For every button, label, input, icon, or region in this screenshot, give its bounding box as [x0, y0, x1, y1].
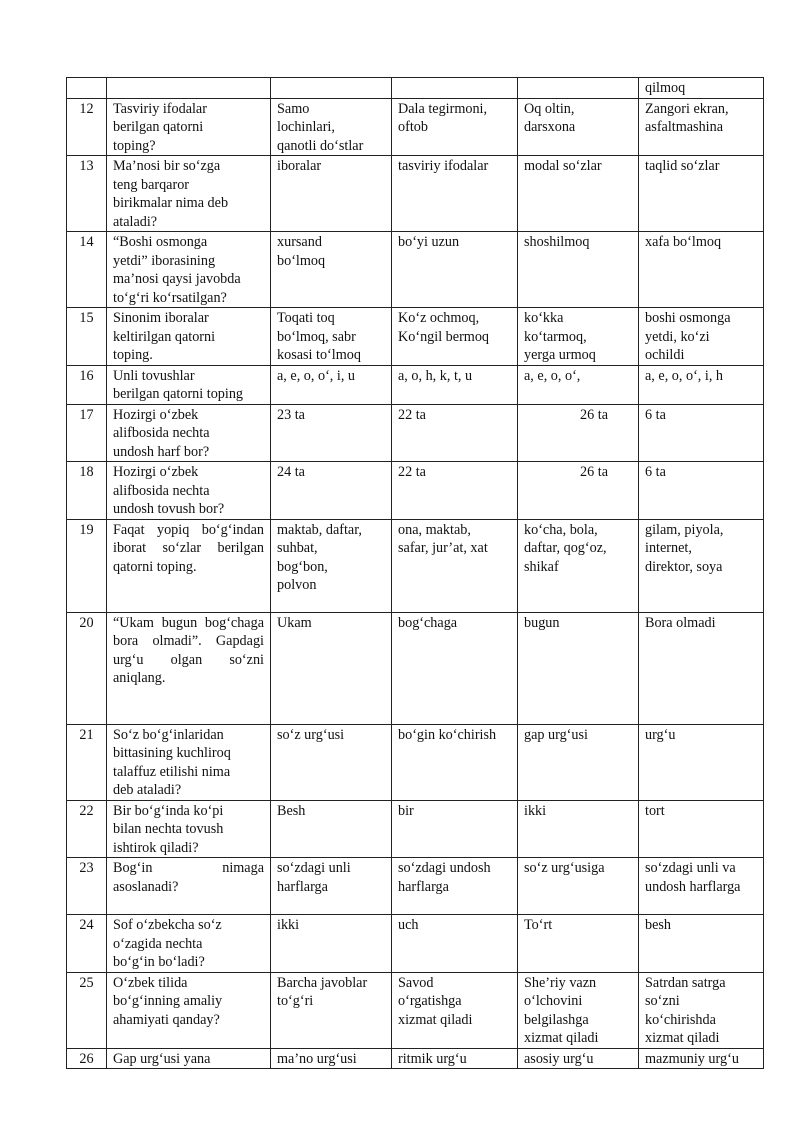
answer-b: ona, maktab, safar, jur’at, xat — [392, 519, 518, 612]
question-number: 24 — [67, 915, 107, 973]
question-number: 22 — [67, 800, 107, 858]
question-number: 19 — [67, 519, 107, 612]
question-text: Bog‘in nimaga asoslanadi? — [107, 858, 271, 915]
table-row — [67, 308, 764, 366]
answer-c: ko‘kka ko‘tarmoq, yerga urmoq — [518, 308, 639, 366]
question-number: 12 — [67, 98, 107, 156]
answer-a: 24 ta — [271, 462, 392, 520]
question-text: Ma’nosi bir so‘zga teng barqaror birikmalar nima deb ataladi? — [107, 156, 271, 232]
question-number: 18 — [67, 462, 107, 520]
question-number: 17 — [67, 404, 107, 462]
answer-c: ko‘cha, bola, daftar, qog‘oz, shikaf — [518, 519, 639, 612]
answer-d: a, e, o, o‘, i, h — [639, 365, 764, 404]
answer-a: so‘zdagi unli harflarga — [271, 858, 392, 915]
table-row — [67, 972, 764, 1048]
table-row — [67, 156, 764, 232]
answer-c: To‘rt — [518, 915, 639, 973]
table-row — [67, 78, 764, 99]
answer-b: ritmik urg‘u — [392, 1048, 518, 1069]
answer-b: 22 ta — [392, 404, 518, 462]
table-row — [67, 724, 764, 800]
question-text: Hozirgi o‘zbek alifbosida nechta undosh harf bor? — [107, 404, 271, 462]
question-text: Unli tovushlar berilgan qatorni toping — [107, 365, 271, 404]
answer-a: Ukam — [271, 612, 392, 724]
answer-a — [271, 78, 392, 99]
question-number: 25 — [67, 972, 107, 1048]
answer-a: ikki — [271, 915, 392, 973]
answer-a: xursand bo‘lmoq — [271, 232, 392, 308]
answer-a: ma’no urg‘usi — [271, 1048, 392, 1069]
answer-b: uch — [392, 915, 518, 973]
answer-d: tort — [639, 800, 764, 858]
answer-c: Oq oltin, darsxona — [518, 98, 639, 156]
answer-a: Barcha javoblar to‘g‘ri — [271, 972, 392, 1048]
answer-a: maktab, daftar, suhbat, bog‘bon, polvon — [271, 519, 392, 612]
answer-a: Samo lochinlari, qanotli do‘stlar — [271, 98, 392, 156]
question-text: Faqat yopiq bo‘g‘indan iborat so‘zlar berilgan qatorni toping. — [107, 519, 271, 612]
table-row — [67, 1048, 764, 1069]
answer-c: so‘z urg‘usiga — [518, 858, 639, 915]
question-number: 23 — [67, 858, 107, 915]
question-number: 14 — [67, 232, 107, 308]
question-text: Sof o‘zbekcha so‘z o‘zagida nechta bo‘g‘in bo‘ladi? — [107, 915, 271, 973]
answer-c: ikki — [518, 800, 639, 858]
answer-d: besh — [639, 915, 764, 973]
answer-b: bo‘yi uzun — [392, 232, 518, 308]
answer-d: Zangori ekran, asfaltmashina — [639, 98, 764, 156]
answer-d: taqlid so‘zlar — [639, 156, 764, 232]
answer-c: She’riy vazn o‘lchovini belgilashga xizmat qiladi — [518, 972, 639, 1048]
table-row — [67, 915, 764, 973]
answer-a: Toqati toq bo‘lmoq, sabr kosasi to‘lmoq — [271, 308, 392, 366]
answer-a: a, e, o, o‘, i, u — [271, 365, 392, 404]
answer-b: bog‘chaga — [392, 612, 518, 724]
table-row — [67, 462, 764, 520]
question-number: 21 — [67, 724, 107, 800]
answer-c: a, e, o, o‘, — [518, 365, 639, 404]
answer-c: shoshilmoq — [518, 232, 639, 308]
quiz-table — [66, 77, 764, 1069]
question-text: Gap urg‘usi yana — [107, 1048, 271, 1069]
question-text: “Ukam bugun bog‘chaga bora olmadi”. Gapdagi urg‘u olgan so‘zni aniqlang. — [107, 612, 271, 724]
answer-d: Bora olmadi — [639, 612, 764, 724]
answer-d: Satrdan satrga so‘zni ko‘chirishda xizmat qiladi — [639, 972, 764, 1048]
answer-a: iboralar — [271, 156, 392, 232]
table-row — [67, 858, 764, 915]
table-row — [67, 232, 764, 308]
answer-c — [518, 78, 639, 99]
table-row — [67, 404, 764, 462]
question-number: 13 — [67, 156, 107, 232]
answer-c: 26 ta — [518, 404, 639, 462]
answer-a: 23 ta — [271, 404, 392, 462]
table-row — [67, 800, 764, 858]
answer-d: so‘zdagi unli va undosh harflarga — [639, 858, 764, 915]
answer-a: Besh — [271, 800, 392, 858]
question-text — [107, 78, 271, 99]
answer-b: Savod o‘rgatishga xizmat qiladi — [392, 972, 518, 1048]
answer-c: modal so‘zlar — [518, 156, 639, 232]
answer-b: bir — [392, 800, 518, 858]
answer-d: 6 ta — [639, 404, 764, 462]
question-number: 26 — [67, 1048, 107, 1069]
question-text: O‘zbek tilida bo‘g‘inning amaliy ahamiyati qanday? — [107, 972, 271, 1048]
table-row — [67, 98, 764, 156]
answer-a: so‘z urg‘usi — [271, 724, 392, 800]
question-text: So‘z bo‘g‘inlaridan bittasining kuchliroq talaffuz etilishi nima deb ataladi? — [107, 724, 271, 800]
answer-b: a, o, h, k, t, u — [392, 365, 518, 404]
table-row — [67, 519, 764, 612]
answer-b: bo‘gin ko‘chirish — [392, 724, 518, 800]
answer-c: asosiy urg‘u — [518, 1048, 639, 1069]
answer-b — [392, 78, 518, 99]
question-number: 15 — [67, 308, 107, 366]
table-row — [67, 612, 764, 724]
answer-c: bugun — [518, 612, 639, 724]
question-number: 20 — [67, 612, 107, 724]
answer-d: urg‘u — [639, 724, 764, 800]
answer-d: mazmuniy urg‘u — [639, 1048, 764, 1069]
answer-d: 6 ta — [639, 462, 764, 520]
question-text: Sinonim iboralar keltirilgan qatorni toping. — [107, 308, 271, 366]
answer-d: boshi osmonga yetdi, ko‘zi ochildi — [639, 308, 764, 366]
question-number — [67, 78, 107, 99]
answer-d: xafa bo‘lmoq — [639, 232, 764, 308]
answer-b: Ko‘z ochmoq, Ko‘ngil bermoq — [392, 308, 518, 366]
answer-c: gap urg‘usi — [518, 724, 639, 800]
question-number: 16 — [67, 365, 107, 404]
question-text: “Boshi osmonga yetdi” iborasining ma’nosi qaysi javobda to‘g‘ri ko‘rsatilgan? — [107, 232, 271, 308]
answer-b: 22 ta — [392, 462, 518, 520]
answer-b: Dala tegirmoni, oftob — [392, 98, 518, 156]
answer-b: tasviriy ifodalar — [392, 156, 518, 232]
answer-c: 26 ta — [518, 462, 639, 520]
question-text: Tasviriy ifodalar berilgan qatorni toping? — [107, 98, 271, 156]
answer-d: qilmoq — [639, 78, 764, 99]
table-row — [67, 365, 764, 404]
question-text: Hozirgi o‘zbek alifbosida nechta undosh tovush bor? — [107, 462, 271, 520]
answer-b: so‘zdagi undosh harflarga — [392, 858, 518, 915]
question-text: Bir bo‘g‘inda ko‘pi bilan nechta tovush ishtirok qiladi? — [107, 800, 271, 858]
answer-d: gilam, piyola, internet, direktor, soya — [639, 519, 764, 612]
